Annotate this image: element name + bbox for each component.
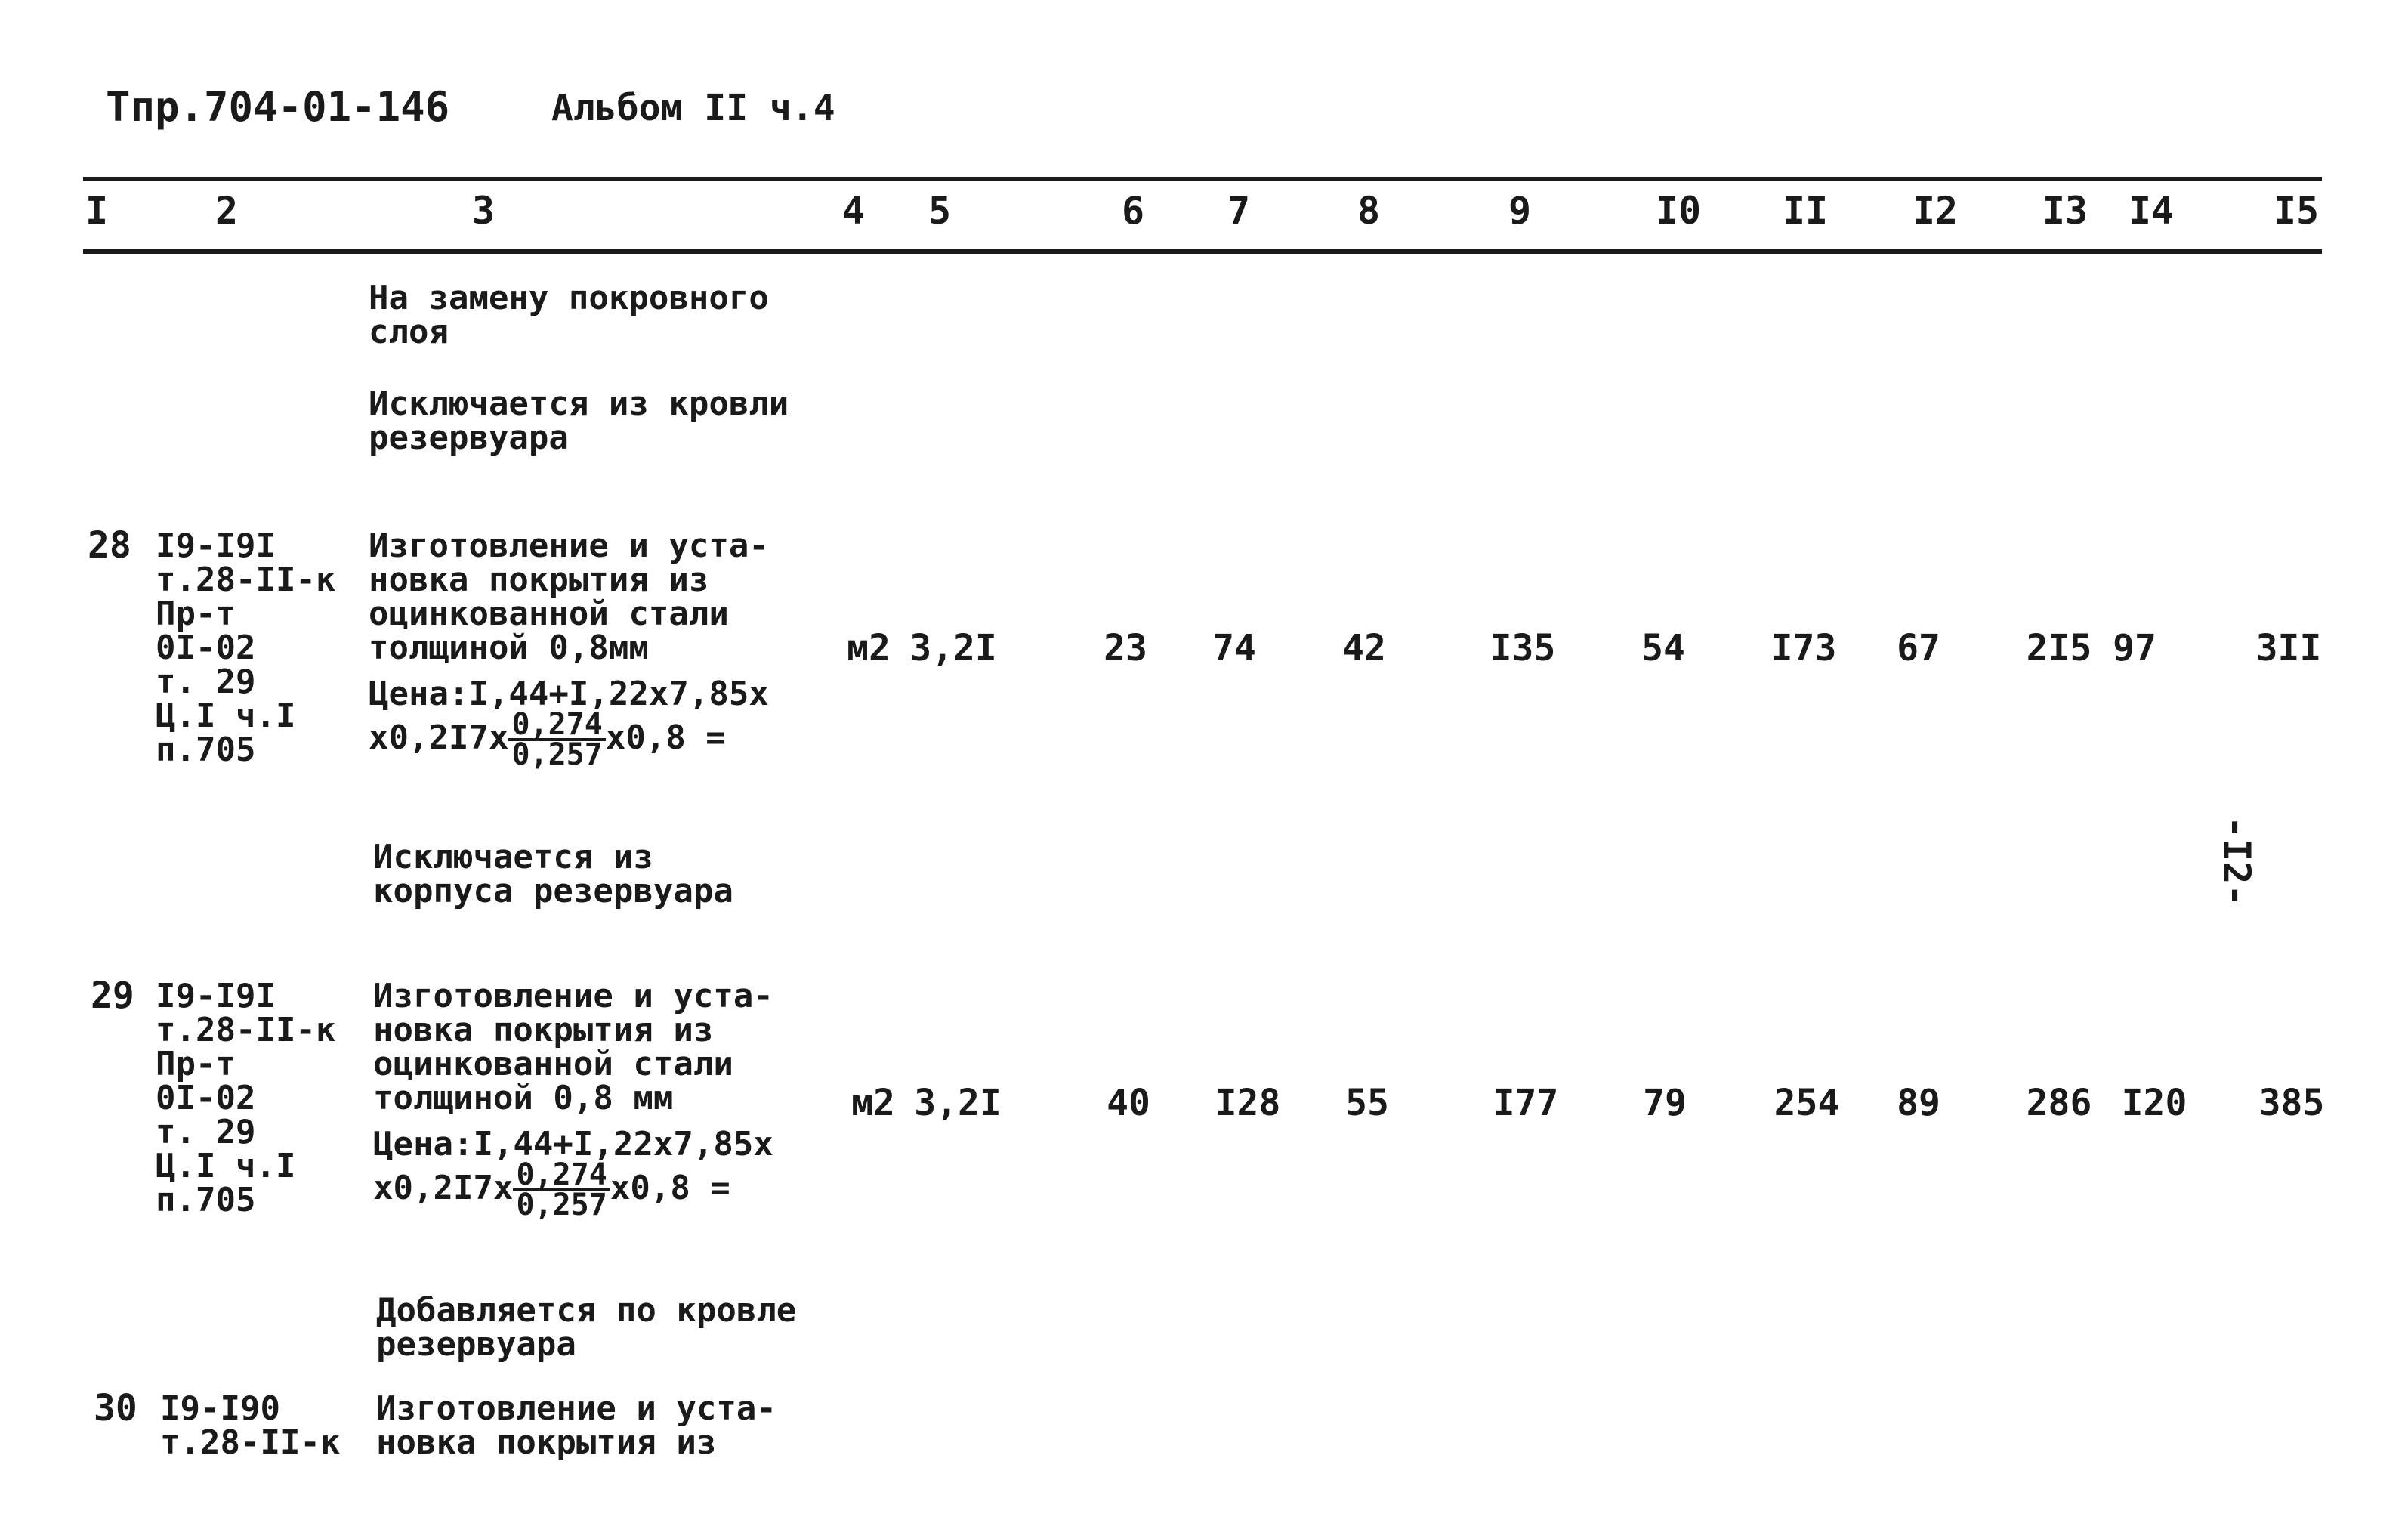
row-28-qty: 3,2I xyxy=(909,627,997,669)
row-30-description: Изготовление и уста- новка покрытия из xyxy=(376,1389,776,1462)
row-28-col9: I35 xyxy=(1490,627,1556,669)
note-excluded-roof: Исключается из кровли резервуара xyxy=(369,385,789,457)
row-29-col15: 385 xyxy=(2258,1082,2325,1124)
col-header-8: 8 xyxy=(1357,189,1381,233)
header-rule-bottom xyxy=(83,249,2322,254)
row-29-col11: 254 xyxy=(1774,1082,1840,1124)
row-29-col14: I20 xyxy=(2121,1082,2187,1124)
row-28-col10: 54 xyxy=(1641,627,1685,669)
note-excluded-body: Исключается из корпуса резервуара xyxy=(373,838,733,910)
row-29-col7: I28 xyxy=(1215,1082,1281,1124)
page-number: -I2- xyxy=(2215,816,2258,907)
row-28-description: Изготовление и уста- новка покрытия из оцинкованной стали толщиной 0,8мм Цена:I,44+I,22х7,85х х0,2I7х $\frac{0,274}{0,257}$ х0,8 = xyxy=(369,527,769,772)
row-29-col13: 286 xyxy=(2026,1082,2092,1124)
document-code: Тпр.704-01-146 xyxy=(106,83,450,131)
row-29-unit: м2 xyxy=(851,1082,895,1124)
row-29-price-formula: х0,2I7х $\frac{0,274}{0,257}$ х0,8 = xyxy=(373,1157,730,1222)
row-28-col11: I73 xyxy=(1770,627,1837,669)
col-header-11: II xyxy=(1782,189,1829,233)
row-28-col7: 74 xyxy=(1212,627,1256,669)
row-29-col6: 40 xyxy=(1107,1082,1150,1124)
col-header-15: I5 xyxy=(2273,189,2320,233)
col-header-10: I0 xyxy=(1655,189,1702,233)
col-header-6: 6 xyxy=(1121,189,1145,233)
row-28-number: 28 xyxy=(88,524,131,567)
col-header-3: 3 xyxy=(471,189,495,233)
row-29-col9: I77 xyxy=(1493,1082,1559,1124)
header-rule-top xyxy=(83,177,2322,181)
note-added-roof: Добавляется по кровле резервуара xyxy=(376,1291,797,1364)
row-29-description: Изготовление и уста- новка покрытия из оцинкованной стали толщиной 0,8 мм Цена:I,44+I,22х7,85х х0,2I7х $\frac{0,274}{0,257}$ х0,8 = xyxy=(373,977,773,1222)
col-header-1: I xyxy=(85,189,109,233)
col-header-7: 7 xyxy=(1227,189,1251,233)
row-29-col8: 55 xyxy=(1345,1082,1389,1124)
note-replacement: На замену покровного слоя xyxy=(369,279,769,351)
row-28-unit: м2 xyxy=(847,627,891,669)
row-30-number: 30 xyxy=(94,1387,137,1429)
row-28-col14: 97 xyxy=(2113,627,2156,669)
row-29-col10: 79 xyxy=(1643,1082,1687,1124)
col-header-5: 5 xyxy=(928,189,952,233)
col-header-4: 4 xyxy=(841,189,866,233)
row-30-reference: I9-I90 т.28-II-к xyxy=(160,1389,341,1462)
col-header-13: I3 xyxy=(2042,189,2088,233)
row-28-col15: 3II xyxy=(2255,627,2322,669)
row-29-col12: 89 xyxy=(1897,1082,1940,1124)
row-29-number: 29 xyxy=(91,975,134,1017)
col-header-14: I4 xyxy=(2128,189,2175,233)
col-header-12: I2 xyxy=(1912,189,1959,233)
row-28-col12: 67 xyxy=(1897,627,1940,669)
row-28-reference: I9-I9I т.28-II-к Пр-т 0I-02 т. 29 Ц.I ч.I п.705 xyxy=(156,527,336,769)
album-label: Альбом II ч.4 xyxy=(551,87,835,129)
row-28-col6: 23 xyxy=(1104,627,1147,669)
col-header-2: 2 xyxy=(215,189,239,233)
row-28-col8: 42 xyxy=(1342,627,1386,669)
row-29-qty: 3,2I xyxy=(914,1082,1002,1124)
row-29-reference: I9-I9I т.28-II-к Пр-т 0I-02 т. 29 Ц.I ч.I п.705 xyxy=(156,977,336,1219)
row-28-price-formula: х0,2I7х $\frac{0,274}{0,257}$ х0,8 = xyxy=(369,707,726,772)
row-28-col13: 2I5 xyxy=(2026,627,2092,669)
col-header-9: 9 xyxy=(1508,189,1532,233)
